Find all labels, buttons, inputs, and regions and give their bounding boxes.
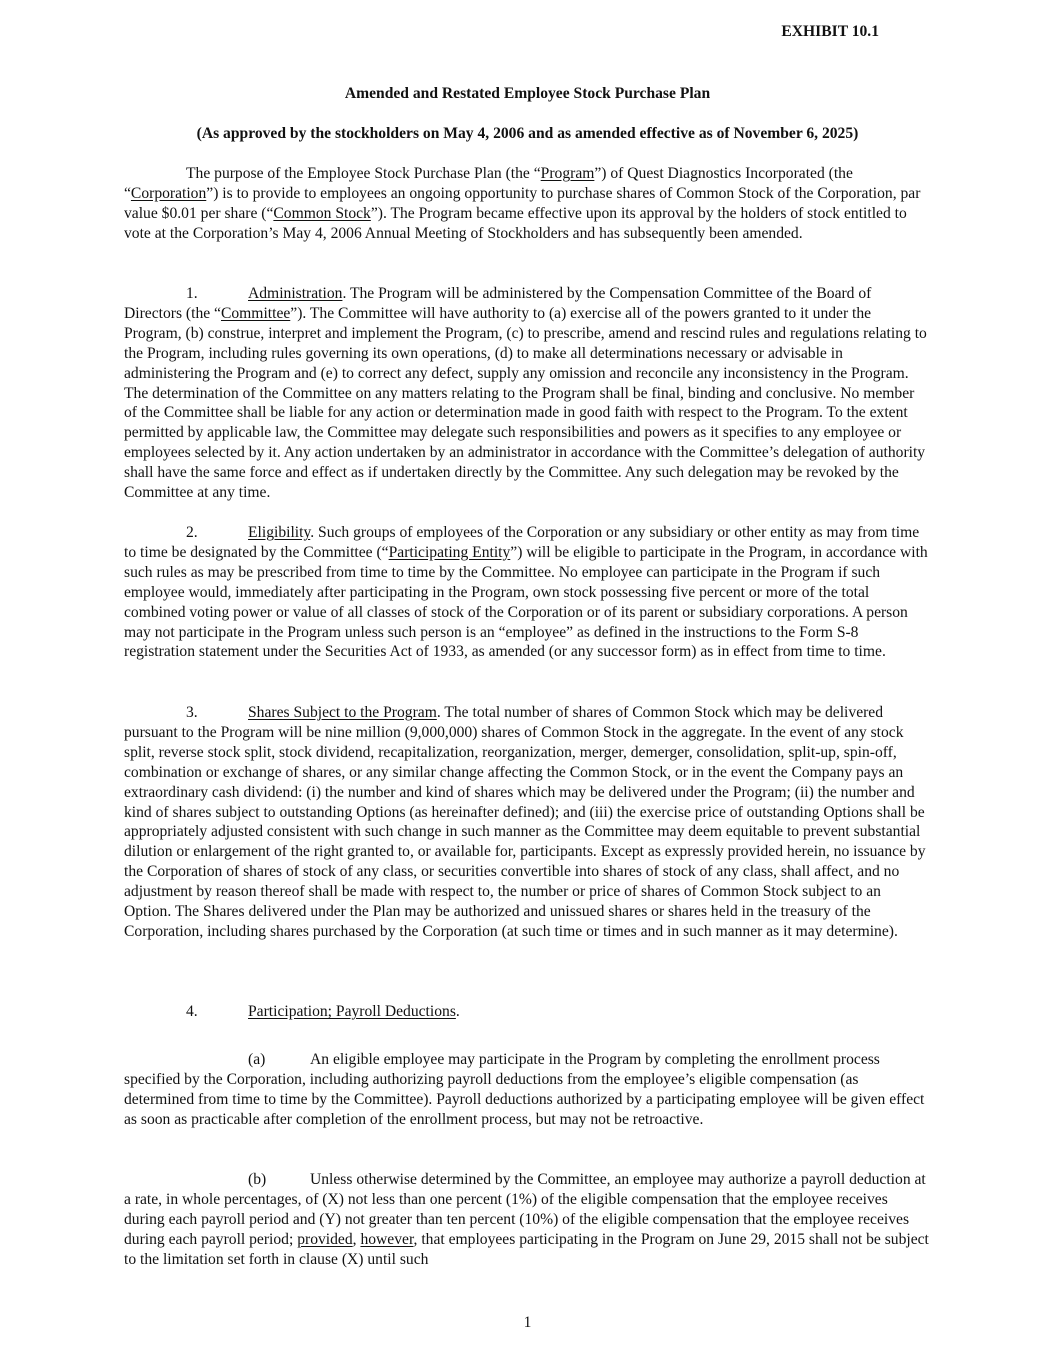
section-text: .	[455, 1003, 460, 1020]
defined-term-corporation: Corporation	[130, 184, 207, 202]
section-text: . Such groups of employees of the Corporation or any subsidiary or other entity as may from time to time be designated by the Committee (“	[124, 524, 920, 561]
emphasis-provided: provided	[297, 1230, 353, 1248]
intro-text: ”) of Quest Diagnostics Incorporated (the “	[124, 165, 853, 202]
defined-term-committee: Committee	[220, 304, 291, 322]
section-text: . The total number of shares of Common Stock which may be delivered pursuant to the Program will be nine million (9,000,000) shares of Common Stock in the aggregate. In the event of any stock split, reverse stock split, stock dividend, recapitalization, reorganization, merger, demerger, consolidation, split-up, spin-off, combination or exchange of shares, or any similar change affecting the Common Stock, or in the event the Company pays an extraordinary cash dividend: (i) the number and kind of shares which may be delivered under the Program; (ii) the number and kind of shares subject to outstanding Options (as hereinafter defined); and (iii) the exercise price of outstanding Options shall be appropriately adjusted consistent with such change in such manner as the Committee may deem equitable to prevent substantial dilution or enlargement of the right granted to, or available for, participants. Except as expressly provided herein, no issuance by the Corporation of shares of stock of any class, or securities convertible into shares of stock of any class, shall affect, and no adjustment by reason thereof shall be made with respect to, the number or price of shares of Common Stock subject to an Option. The Shares delivered under the Plan may be authorized and unissued shares or shares held in the treasury of the Corporation, including shares purchased by the Corporation (at such time or times and in such manner as it may determine).	[124, 704, 926, 940]
intro-text: ”) is to provide to employees an ongoing opportunity to purchase shares of Common Stock of the Corporation, par value $0.01 per share (“	[124, 184, 921, 222]
page-number: 1	[523, 1314, 532, 1331]
defined-term-participating-entity: Participating Entity	[388, 543, 511, 561]
intro-text: ”). The Program became effective upon its approval by the holders of stock entitled to vote at the Corporation’s May 4, 2006 Annual Meeting of Stockholders and has subsequently been amended.	[124, 204, 907, 242]
defined-term-common-stock: Common Stock	[273, 204, 371, 222]
document-title: Amended and Restated Employee Stock Purchase Plan	[344, 85, 711, 102]
section-heading: Participation; Payroll Deductions	[248, 1003, 456, 1020]
document-subtitle: (As approved by the stockholders on May 4, 2006 and as amended effective as of November 6, 2025)	[196, 125, 859, 142]
section-number: 2.	[186, 524, 198, 541]
section-text: . The Program will be administered by the Compensation Committee of the Board of Directors (the “	[124, 285, 872, 322]
section-heading: Shares Subject to the Program	[248, 704, 437, 721]
intro-paragraph	[124, 164, 929, 244]
section-4a	[124, 1050, 929, 1130]
subsection-text: , that employees participating in the Program on June 29, 2015 shall not be subject to the limitation set forth in clause (X) until such	[124, 1230, 929, 1268]
subsection-label: (b)	[248, 1171, 267, 1188]
subsection-text: Unless otherwise determined by the Committee, an employee may authorize a payroll deduction at a rate, in whole percentages, of (X) not less than one percent (1%) of the eligible compensation that the employee receives during each payroll period and (Y) not greater than ten percent (10%) of the eligible compensation that the employee receives during each payroll period;	[124, 1171, 926, 1248]
section-number: 3.	[186, 704, 198, 721]
defined-term-program: Program	[540, 165, 595, 182]
section-heading: Eligibility	[248, 524, 311, 541]
emphasis-however: however	[360, 1230, 414, 1248]
subsection-text: An eligible employee may participate in the Program by completing the enrollment process specified by the Corporation, including authorizing payroll deductions from the employee’s eligible compensation (as determined from time to time by the Committee). Payroll deductions authorized by a participating employee will be given effect as soon as practicable after completion of the enrollment process, but may not be retroactive.	[124, 1051, 925, 1128]
section-text: ”) will be eligible to participate in the Program, in accordance with such rules as may be prescribed from time to time by the Committee. No employee can participate in the Program if such employee would, immediately after participating in the Program, own stock possessing five percent or more of the total combined voting power or value of all classes of stock of the Corporation or of its parent or subsidiary corporations. A person may not participate in the Program unless such person is an “employee” as defined in the instructions to the Form S-8 registration statement under the Securities Act of 1933, as amended (or any successor form) as in effect from time to time.	[124, 543, 928, 661]
section-4b	[124, 1170, 929, 1270]
section-heading: Administration	[248, 285, 343, 302]
exhibit-label: EXHIBIT 10.1	[781, 23, 879, 40]
intro-text: The purpose of the Employee Stock Purchase Plan (the “	[186, 165, 541, 182]
subsection-text: ,	[352, 1230, 361, 1248]
section-1-administration	[124, 284, 929, 503]
section-text: ”). The Committee will have authority to (a) exercise all of the powers granted to it under the Program, (b) construe, interpret and implement the Program, (c) to prescribe, amend and rescind rules and regulations relating to the Program, including rules governing its own operations, (d) to make all determinations necessary or advisable in administering the Program and (e) to correct any defect, supply any omission and reconcile any inconsistency in the Program. The determination of the Committee on any matters relating to the Program shall be final, binding and conclusive. No member of the Committee shall be liable for any action or determination made in good faith with respect to the Program. To the extent permitted by applicable law, the Committee may delegate such responsibilities and powers as it specifies to any employee or employees selected by it. Any action undertaken by an administrator in accordance with the Committee’s delegation of authority shall have the same force and effect as if undertaken directly by the Committee. Any such delegation may be revoked by the Committee at any time.	[124, 304, 927, 502]
subsection-label: (a)	[248, 1051, 266, 1068]
section-4-participation	[124, 1002, 929, 1022]
section-3-shares-subject	[124, 703, 929, 942]
section-number: 4.	[186, 1003, 198, 1020]
section-2-eligibility	[124, 523, 929, 662]
section-number: 1.	[186, 285, 198, 302]
